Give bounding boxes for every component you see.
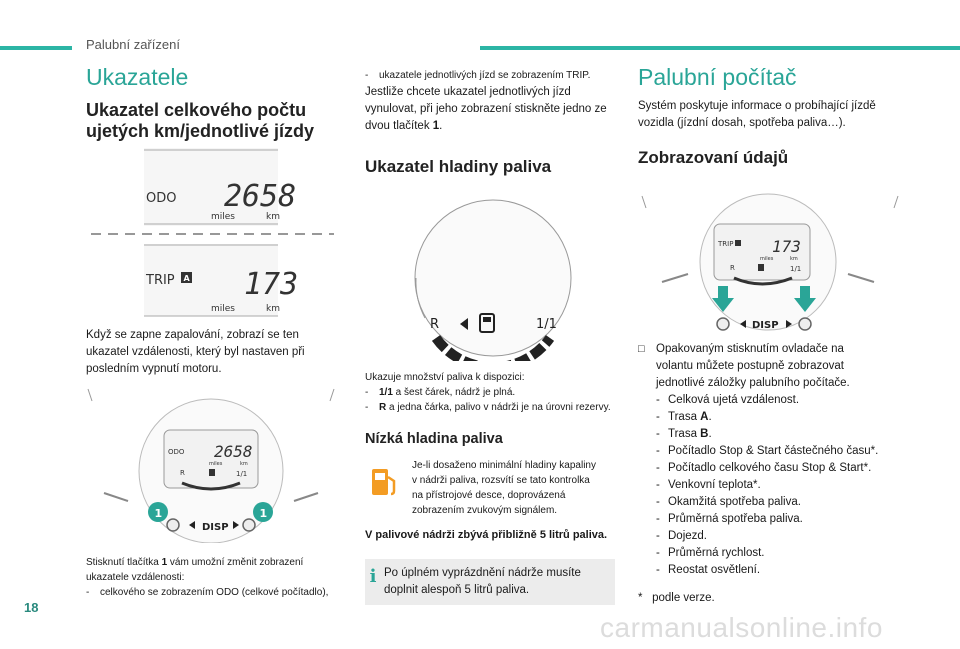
svg-text:miles: miles [209, 461, 223, 467]
subsection-title: Zobrazovaní údajů [638, 148, 789, 167]
paragraph: Systém poskytuje informace o probíhající jízdě vozidla (jízdní dosah, spotřeba paliva…). [638, 100, 876, 129]
caption: Stisknutí tlačítka 1 vám umožní změnit zobrazení ukazatele vzdálenosti: - celkového se zobrazením ODO (celkové počítadlo), [86, 557, 329, 598]
trip-computer-figure [640, 190, 900, 335]
footnote: * podle verze. [638, 592, 715, 604]
list-item: - Průměrná rychlost. [656, 547, 765, 559]
svg-text:173: 173 [772, 237, 801, 256]
svg-text:1/1: 1/1 [790, 265, 802, 273]
paragraph: Když se zapne zapalování, zobrazí se ten ukazatel vzdálenosti, který byl nastaven při posledním vypnutí motoru. [86, 329, 305, 375]
full-label: 1/1 [536, 317, 557, 332]
info-note-text: Po úplném vyprázdnění nádrže musíte doplnit alespoň 5 litrů paliva. [384, 567, 581, 596]
miles-unit: miles [211, 304, 235, 314]
warning-text: Je-li dosaženo minimální hladiny kapaliny v nádrži paliva, rozsvítí se tato kontrolka na přístrojové desce, doprovázená zobrazením zvukovým signálem. [412, 460, 596, 516]
list-item: - ukazatele jednotlivých jízd se zobrazením TRIP. [365, 70, 591, 81]
km-unit: km [266, 212, 280, 222]
subsection-title [86, 100, 314, 142]
remaining-fuel-note: V palivové nádrži zbývá přibližně 5 litrů paliva. [365, 529, 608, 541]
header-rule [480, 46, 960, 50]
fuel-warning-icon [366, 463, 400, 501]
svg-text:1/1: 1/1 [236, 470, 248, 478]
info-icon: i [369, 566, 377, 587]
list-item: - Trasa B. [656, 428, 712, 440]
svg-text:km: km [240, 461, 248, 467]
svg-text:km: km [790, 256, 798, 262]
odo-value: 2658 [214, 442, 253, 461]
callout-1: 1 [259, 507, 268, 520]
subtitle-line: Ukazatel celkového počtu [86, 100, 307, 120]
subsection-title: Ukazatel hladiny paliva [365, 157, 552, 176]
disp-label: DISP [752, 320, 779, 331]
list-item: - Venkovní teplota*. [656, 479, 761, 491]
section-header: Palubní zařízení [86, 37, 180, 52]
miles-unit: miles [211, 212, 235, 222]
list-item: - Okamžitá spotřeba paliva. [656, 496, 801, 508]
svg-text:R: R [730, 264, 735, 272]
odo-value: 2658 [224, 179, 297, 214]
trip-computer-list [656, 392, 946, 579]
subsection-title: Nízká hladina paliva [365, 431, 503, 447]
dashboard-figure [86, 383, 336, 543]
list-item: - Počítadlo celkového času Stop & Start*. [656, 462, 872, 474]
svg-text:R: R [180, 469, 185, 477]
section-title: Palubní počítač [638, 64, 797, 90]
watermark: carmanualsonline.info [600, 612, 883, 643]
section-title: Ukazatele [86, 64, 189, 90]
fuel-gauge-figure [408, 196, 578, 361]
svg-text:miles: miles [760, 256, 774, 262]
paragraph: Jestliže chcete ukazatel jednotlivých jízd vynulovat, při jeho zobrazení stiskněte jedno ze dvou tlačítek 1. [365, 86, 607, 132]
callout-1: 1 [154, 507, 163, 520]
odo-label: ODO [168, 448, 185, 456]
page-number: 18 [24, 600, 39, 615]
odo-label: ODO [146, 191, 177, 206]
list-item: - Počítadlo Stop & Start částečného času*. [656, 445, 879, 457]
list-item: - Celková ujetá vzdálenost. [656, 394, 800, 406]
svg-text:TRIP: TRIP [718, 240, 734, 248]
subtitle-line: ujetých km/jednotlivé jízdy [86, 121, 315, 141]
gauge-caption: Ukazuje množství paliva k dispozici: - 1/1 a šest čárek, nádrž je plná. - R a jedna čárka, palivo v nádrži je na úrovni rezervy. [365, 372, 611, 413]
trip-value: 173 [244, 267, 299, 302]
trip-label: TRIP [146, 273, 175, 288]
list-item: - Reostat osvětlení. [656, 564, 761, 576]
checkbox-bullet-icon: □ [638, 343, 645, 355]
reserve-label: R [430, 317, 440, 332]
trip-badge: A [183, 274, 190, 283]
odometer-figure [86, 148, 336, 320]
list-item: - Dojezd. [656, 530, 707, 542]
disp-label: DISP [202, 522, 229, 533]
list-item: - Trasa A. [656, 411, 712, 423]
header-rule [0, 46, 72, 50]
instruction: □ Opakovaným stisknutím ovladače na volantu můžete postupně zobrazovat jednotlivé záložky palubního počítače. [638, 343, 850, 389]
list-item: - Průměrná spotřeba paliva. [656, 513, 803, 525]
km-unit: km [266, 304, 280, 314]
